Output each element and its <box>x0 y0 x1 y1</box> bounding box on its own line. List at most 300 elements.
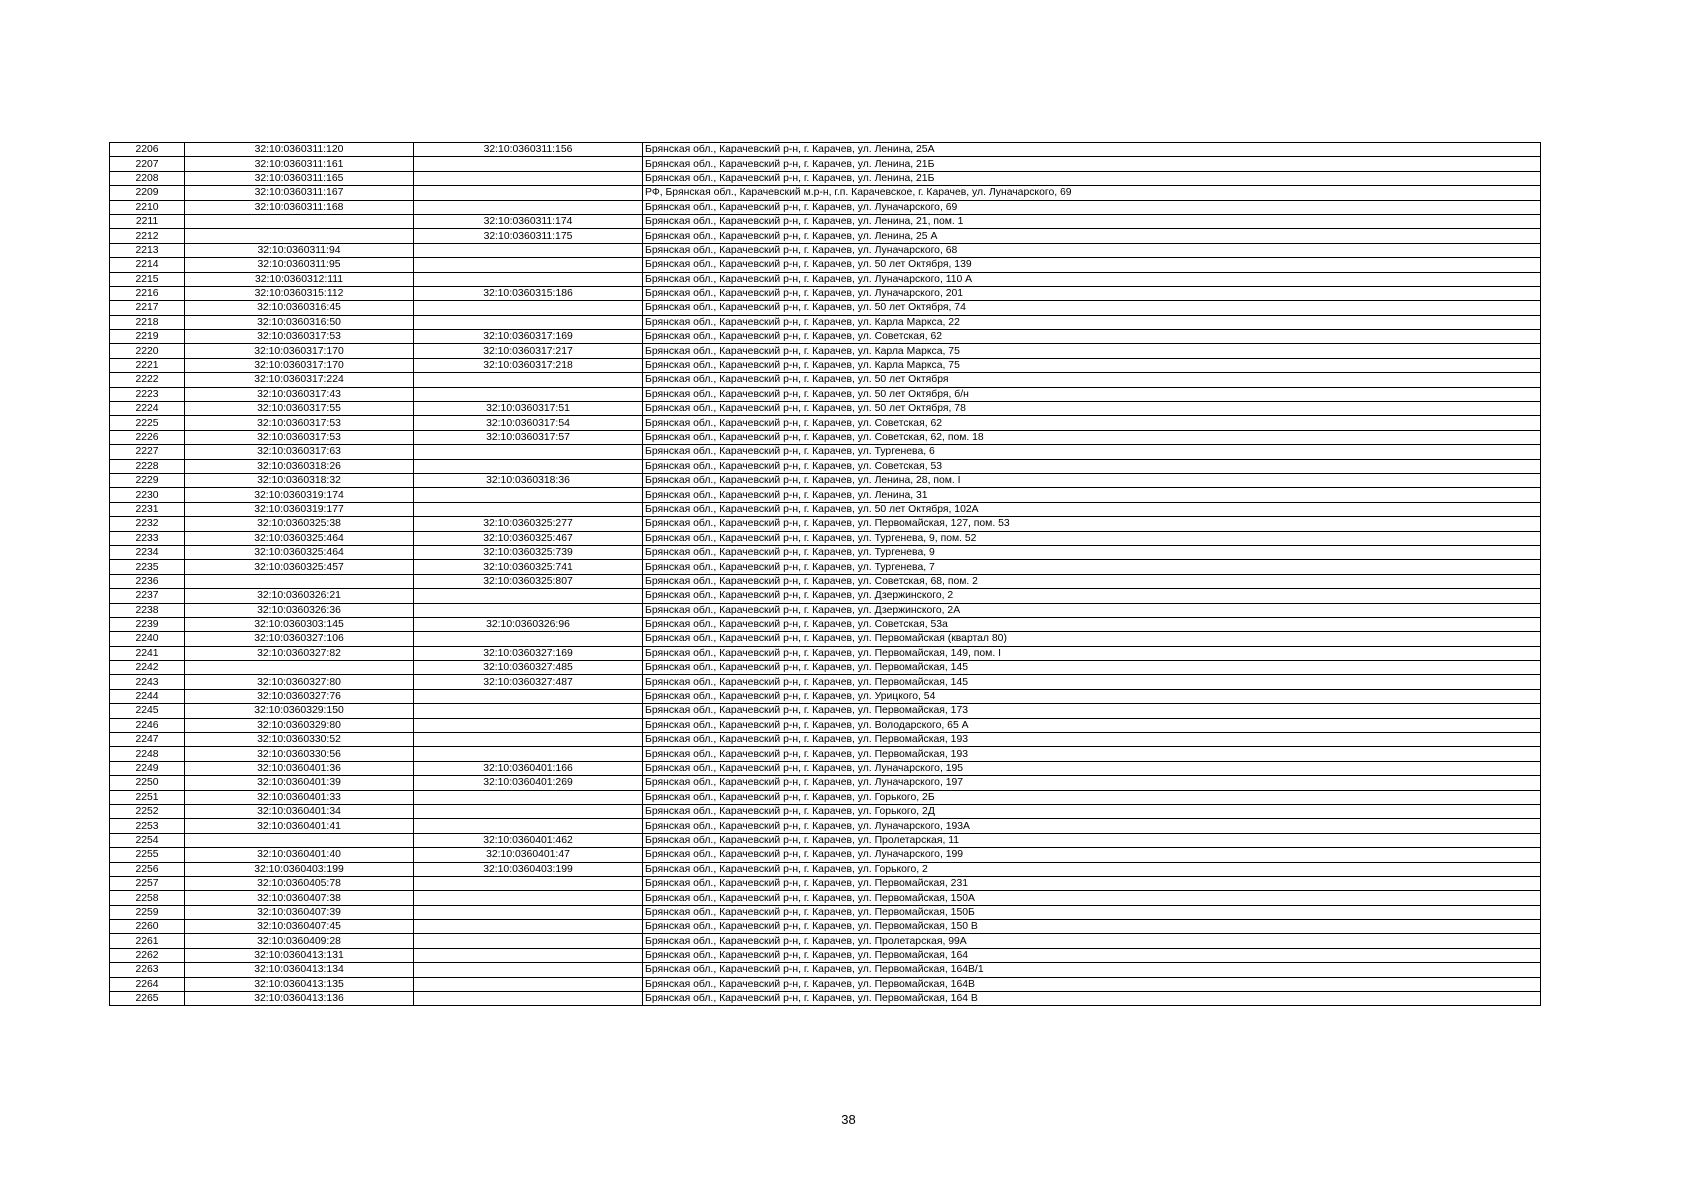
linked-cadastral-number-cell <box>414 387 643 401</box>
table-row <box>110 790 1541 804</box>
row-number-cell: 2250 <box>110 776 185 790</box>
cadastral-number-cell: 32:10:0360326:21 <box>185 589 414 603</box>
cadastral-number-cell: 32:10:0360325:457 <box>185 560 414 574</box>
address-cell: Брянская обл., Карачевский р-н, г. Карачев, ул. Первомайская, 145 <box>643 675 1541 689</box>
address-cell: Брянская обл., Карачевский р-н, г. Карачев, ул. Советская, 62 <box>643 416 1541 430</box>
row-number-cell: 2222 <box>110 373 185 387</box>
row-number-cell: 2249 <box>110 761 185 775</box>
cadastral-number-cell: 32:10:0360401:39 <box>185 776 414 790</box>
cadastral-number-cell <box>185 833 414 847</box>
cadastral-number-cell: 32:10:0360327:80 <box>185 675 414 689</box>
table-row <box>110 517 1541 531</box>
table-row <box>110 531 1541 545</box>
linked-cadastral-number-cell <box>414 718 643 732</box>
row-number-cell: 2244 <box>110 689 185 703</box>
table-row <box>110 646 1541 660</box>
address-cell: Брянская обл., Карачевский р-н, г. Карачев, ул. Первомайская, 231 <box>643 876 1541 890</box>
address-cell: Брянская обл., Карачевский р-н, г. Карачев, ул. 50 лет Октября, 78 <box>643 402 1541 416</box>
table-row <box>110 473 1541 487</box>
linked-cadastral-number-cell <box>414 747 643 761</box>
cadastral-number-cell: 32:10:0360413:134 <box>185 963 414 977</box>
address-cell: Брянская обл., Карачевский р-н, г. Карачев, ул. Советская, 68, пом. 2 <box>643 574 1541 588</box>
cadastral-number-cell: 32:10:0360325:38 <box>185 517 414 531</box>
table-row <box>110 675 1541 689</box>
address-cell: Брянская обл., Карачевский р-н, г. Карачев, ул. Володарского, 65 А <box>643 718 1541 732</box>
address-cell: Брянская обл., Карачевский р-н, г. Карачев, ул. Ленина, 21Б <box>643 171 1541 185</box>
cadastral-number-cell: 32:10:0360316:45 <box>185 301 414 315</box>
cadastral-number-cell: 32:10:0360327:82 <box>185 646 414 660</box>
row-number-cell: 2243 <box>110 675 185 689</box>
address-cell: Брянская обл., Карачевский р-н, г. Карачев, ул. Пролетарская, 99А <box>643 934 1541 948</box>
linked-cadastral-number-cell <box>414 315 643 329</box>
address-cell: Брянская обл., Карачевский р-н, г. Карачев, ул. Первомайская, 164В/1 <box>643 963 1541 977</box>
linked-cadastral-number-cell <box>414 876 643 890</box>
table-row <box>110 689 1541 703</box>
address-cell: Брянская обл., Карачевский р-н, г. Карачев, ул. Первомайская, 149, пом. I <box>643 646 1541 660</box>
linked-cadastral-number-cell: 32:10:0360311:175 <box>414 229 643 243</box>
table-row <box>110 488 1541 502</box>
cadastral-number-cell: 32:10:0360405:78 <box>185 876 414 890</box>
address-cell: Брянская обл., Карачевский р-н, г. Карачев, ул. Дзержинского, 2А <box>643 603 1541 617</box>
row-number-cell: 2234 <box>110 545 185 559</box>
linked-cadastral-number-cell <box>414 200 643 214</box>
address-cell: Брянская обл., Карачевский р-н, г. Карачев, ул. Луначарского, 199 <box>643 848 1541 862</box>
row-number-cell: 2239 <box>110 617 185 631</box>
cadastral-number-cell: 32:10:0360303:145 <box>185 617 414 631</box>
row-number-cell: 2263 <box>110 963 185 977</box>
table-row <box>110 286 1541 300</box>
table-row <box>110 502 1541 516</box>
address-cell: Брянская обл., Карачевский р-н, г. Карачев, ул. Луначарского, 110 А <box>643 272 1541 286</box>
table-row <box>110 301 1541 315</box>
address-cell: Брянская обл., Карачевский р-н, г. Карачев, ул. Первомайская, 173 <box>643 704 1541 718</box>
address-cell: Брянская обл., Карачевский р-н, г. Карачев, ул. Первомайская, 127, пом. 53 <box>643 517 1541 531</box>
address-cell: Брянская обл., Карачевский р-н, г. Карачев, ул. Карла Маркса, 75 <box>643 344 1541 358</box>
table-row <box>110 387 1541 401</box>
cadastral-number-cell: 32:10:0360317:224 <box>185 373 414 387</box>
address-cell: Брянская обл., Карачевский р-н, г. Карачев, ул. 50 лет Октября <box>643 373 1541 387</box>
address-cell: Брянская обл., Карачевский р-н, г. Карачев, ул. 50 лет Октября, 139 <box>643 258 1541 272</box>
row-number-cell: 2262 <box>110 948 185 962</box>
linked-cadastral-number-cell: 32:10:0360326:96 <box>414 617 643 631</box>
linked-cadastral-number-cell: 32:10:0360325:741 <box>414 560 643 574</box>
cadastral-number-cell: 32:10:0360312:111 <box>185 272 414 286</box>
row-number-cell: 2225 <box>110 416 185 430</box>
row-number-cell: 2240 <box>110 632 185 646</box>
row-number-cell: 2209 <box>110 186 185 200</box>
linked-cadastral-number-cell <box>414 819 643 833</box>
cadastral-number-cell: 32:10:0360413:131 <box>185 948 414 962</box>
linked-cadastral-number-cell <box>414 243 643 257</box>
cadastral-number-cell: 32:10:0360413:135 <box>185 977 414 991</box>
address-cell: Брянская обл., Карачевский р-н, г. Карачев, ул. Дзержинского, 2 <box>643 589 1541 603</box>
linked-cadastral-number-cell: 32:10:0360325:467 <box>414 531 643 545</box>
row-number-cell: 2220 <box>110 344 185 358</box>
linked-cadastral-number-cell <box>414 445 643 459</box>
linked-cadastral-number-cell: 32:10:0360401:462 <box>414 833 643 847</box>
address-cell: Брянская обл., Карачевский р-н, г. Карачев, ул. Первомайская, 150А <box>643 891 1541 905</box>
row-number-cell: 2207 <box>110 157 185 171</box>
linked-cadastral-number-cell <box>414 704 643 718</box>
table-row <box>110 445 1541 459</box>
address-cell: Брянская обл., Карачевский р-н, г. Карачев, ул. Горького, 2Б <box>643 790 1541 804</box>
cadastral-number-cell: 32:10:0360317:53 <box>185 430 414 444</box>
cadastral-number-cell <box>185 574 414 588</box>
linked-cadastral-number-cell: 32:10:0360325:739 <box>414 545 643 559</box>
address-cell: Брянская обл., Карачевский р-н, г. Карачев, ул. Пролетарская, 11 <box>643 833 1541 847</box>
address-cell: Брянская обл., Карачевский р-н, г. Карачев, ул. Ленина, 31 <box>643 488 1541 502</box>
row-number-cell: 2208 <box>110 171 185 185</box>
linked-cadastral-number-cell: 32:10:0360317:54 <box>414 416 643 430</box>
table-row <box>110 258 1541 272</box>
cadastral-number-cell: 32:10:0360401:36 <box>185 761 414 775</box>
row-number-cell: 2261 <box>110 934 185 948</box>
row-number-cell: 2223 <box>110 387 185 401</box>
table-row <box>110 315 1541 329</box>
row-number-cell: 2219 <box>110 330 185 344</box>
cadastral-number-cell: 32:10:0360325:464 <box>185 545 414 559</box>
address-cell: Брянская обл., Карачевский р-н, г. Карачев, ул. Первомайская, 164 <box>643 948 1541 962</box>
row-number-cell: 2246 <box>110 718 185 732</box>
linked-cadastral-number-cell: 32:10:0360317:217 <box>414 344 643 358</box>
linked-cadastral-number-cell <box>414 301 643 315</box>
linked-cadastral-number-cell <box>414 934 643 948</box>
cadastral-number-cell: 32:10:0360316:50 <box>185 315 414 329</box>
address-cell: Брянская обл., Карачевский р-н, г. Карачев, ул. Ленина, 21Б <box>643 157 1541 171</box>
cadastral-number-cell: 32:10:0360311:94 <box>185 243 414 257</box>
table-row <box>110 330 1541 344</box>
row-number-cell: 2233 <box>110 531 185 545</box>
linked-cadastral-number-cell: 32:10:0360315:186 <box>414 286 643 300</box>
cadastral-number-cell: 32:10:0360317:55 <box>185 402 414 416</box>
row-number-cell: 2248 <box>110 747 185 761</box>
table-row <box>110 992 1541 1006</box>
table-row <box>110 272 1541 286</box>
address-cell: Брянская обл., Карачевский р-н, г. Карачев, ул. Горького, 2Д <box>643 804 1541 818</box>
linked-cadastral-number-cell: 32:10:0360401:47 <box>414 848 643 862</box>
address-cell: Брянская обл., Карачевский р-н, г. Карачев, ул. Советская, 62, пом. 18 <box>643 430 1541 444</box>
table-row <box>110 171 1541 185</box>
linked-cadastral-number-cell: 32:10:0360317:57 <box>414 430 643 444</box>
table-row <box>110 862 1541 876</box>
row-number-cell: 2251 <box>110 790 185 804</box>
linked-cadastral-number-cell: 32:10:0360311:174 <box>414 214 643 228</box>
table-row <box>110 905 1541 919</box>
row-number-cell: 2247 <box>110 733 185 747</box>
table-row <box>110 560 1541 574</box>
cadastral-number-cell: 32:10:0360403:199 <box>185 862 414 876</box>
table-row <box>110 459 1541 473</box>
cadastral-number-cell: 32:10:0360311:165 <box>185 171 414 185</box>
cadastral-number-cell: 32:10:0360327:106 <box>185 632 414 646</box>
table-row <box>110 617 1541 631</box>
row-number-cell: 2226 <box>110 430 185 444</box>
table-row <box>110 416 1541 430</box>
linked-cadastral-number-cell <box>414 157 643 171</box>
cadastral-number-cell: 32:10:0360401:40 <box>185 848 414 862</box>
linked-cadastral-number-cell: 32:10:0360311:156 <box>414 143 643 157</box>
linked-cadastral-number-cell <box>414 258 643 272</box>
row-number-cell: 2237 <box>110 589 185 603</box>
cadastral-number-cell: 32:10:0360413:136 <box>185 992 414 1006</box>
cadastral-number-cell <box>185 229 414 243</box>
table-row <box>110 186 1541 200</box>
cadastral-number-cell: 32:10:0360326:36 <box>185 603 414 617</box>
address-cell: Брянская обл., Карачевский р-н, г. Карачев, ул. Карла Маркса, 22 <box>643 315 1541 329</box>
row-number-cell: 2236 <box>110 574 185 588</box>
row-number-cell: 2216 <box>110 286 185 300</box>
linked-cadastral-number-cell: 32:10:0360327:487 <box>414 675 643 689</box>
row-number-cell: 2264 <box>110 977 185 991</box>
cadastral-number-cell: 32:10:0360401:41 <box>185 819 414 833</box>
table-row <box>110 804 1541 818</box>
address-cell: Брянская обл., Карачевский р-н, г. Карачев, ул. Советская, 53а <box>643 617 1541 631</box>
table-row <box>110 373 1541 387</box>
row-number-cell: 2229 <box>110 473 185 487</box>
cadastral-number-cell: 32:10:0360317:63 <box>185 445 414 459</box>
address-cell: Брянская обл., Карачевский р-н, г. Карачев, ул. Ленина, 28, пом. I <box>643 473 1541 487</box>
address-cell: Брянская обл., Карачевский р-н, г. Карачев, ул. Первомайская, 150Б <box>643 905 1541 919</box>
address-cell: Брянская обл., Карачевский р-н, г. Карачев, ул. Луначарского, 195 <box>643 761 1541 775</box>
table-row <box>110 157 1541 171</box>
table-row <box>110 632 1541 646</box>
row-number-cell: 2256 <box>110 862 185 876</box>
cadastral-number-cell: 32:10:0360319:174 <box>185 488 414 502</box>
row-number-cell: 2245 <box>110 704 185 718</box>
row-number-cell: 2212 <box>110 229 185 243</box>
address-cell: Брянская обл., Карачевский р-н, г. Карачев, ул. Первомайская (квартал 80) <box>643 632 1541 646</box>
table-row <box>110 589 1541 603</box>
row-number-cell: 2228 <box>110 459 185 473</box>
table-row <box>110 891 1541 905</box>
linked-cadastral-number-cell <box>414 171 643 185</box>
address-cell: Брянская обл., Карачевский р-н, г. Карачев, ул. Советская, 53 <box>643 459 1541 473</box>
table-row <box>110 819 1541 833</box>
address-cell: Брянская обл., Карачевский р-н, г. Карачев, ул. Тургенева, 9, пом. 52 <box>643 531 1541 545</box>
cadastral-number-cell: 32:10:0360317:170 <box>185 344 414 358</box>
table-row <box>110 200 1541 214</box>
row-number-cell: 2253 <box>110 819 185 833</box>
table-row <box>110 344 1541 358</box>
address-cell: Брянская обл., Карачевский р-н, г. Карачев, ул. Карла Маркса, 75 <box>643 358 1541 372</box>
row-number-cell: 2227 <box>110 445 185 459</box>
linked-cadastral-number-cell: 32:10:0360401:166 <box>414 761 643 775</box>
row-number-cell: 2206 <box>110 143 185 157</box>
cadastral-number-cell: 32:10:0360325:464 <box>185 531 414 545</box>
row-number-cell: 2232 <box>110 517 185 531</box>
row-number-cell: 2255 <box>110 848 185 862</box>
cadastral-number-cell: 32:10:0360330:56 <box>185 747 414 761</box>
cadastral-number-cell: 32:10:0360311:167 <box>185 186 414 200</box>
linked-cadastral-number-cell <box>414 977 643 991</box>
linked-cadastral-number-cell <box>414 373 643 387</box>
linked-cadastral-number-cell: 32:10:0360318:36 <box>414 473 643 487</box>
address-cell: Брянская обл., Карачевский р-н, г. Карачев, ул. Луначарского, 69 <box>643 200 1541 214</box>
cadastral-number-cell: 32:10:0360401:33 <box>185 790 414 804</box>
address-cell: Брянская обл., Карачевский р-н, г. Карачев, ул. Тургенева, 9 <box>643 545 1541 559</box>
row-number-cell: 2221 <box>110 358 185 372</box>
linked-cadastral-number-cell <box>414 891 643 905</box>
linked-cadastral-number-cell <box>414 790 643 804</box>
cadastral-number-cell: 32:10:0360407:38 <box>185 891 414 905</box>
linked-cadastral-number-cell <box>414 632 643 646</box>
cadastral-number-cell: 32:10:0360318:26 <box>185 459 414 473</box>
table-row <box>110 143 1541 157</box>
table-row <box>110 977 1541 991</box>
page-number: 38 <box>841 1112 856 1127</box>
table-row <box>110 876 1541 890</box>
address-cell: Брянская обл., Карачевский р-н, г. Карачев, ул. Луначарского, 197 <box>643 776 1541 790</box>
address-cell: Брянская обл., Карачевский р-н, г. Карачев, ул. Ленина, 21, пом. 1 <box>643 214 1541 228</box>
cadastral-number-cell: 32:10:0360407:45 <box>185 920 414 934</box>
linked-cadastral-number-cell: 32:10:0360327:169 <box>414 646 643 660</box>
row-number-cell: 2241 <box>110 646 185 660</box>
row-number-cell: 2217 <box>110 301 185 315</box>
row-number-cell: 2252 <box>110 804 185 818</box>
table-row <box>110 661 1541 675</box>
cadastral-number-cell: 32:10:0360318:32 <box>185 473 414 487</box>
row-number-cell: 2258 <box>110 891 185 905</box>
linked-cadastral-number-cell <box>414 905 643 919</box>
table-row <box>110 920 1541 934</box>
linked-cadastral-number-cell <box>414 589 643 603</box>
table-row <box>110 229 1541 243</box>
cadastral-number-cell: 32:10:0360327:76 <box>185 689 414 703</box>
table-row <box>110 402 1541 416</box>
cadastral-number-cell: 32:10:0360311:161 <box>185 157 414 171</box>
address-cell: Брянская обл., Карачевский р-н, г. Карачев, ул. Ленина, 25А <box>643 143 1541 157</box>
row-number-cell: 2213 <box>110 243 185 257</box>
table-row <box>110 747 1541 761</box>
row-number-cell: 2242 <box>110 661 185 675</box>
cadastral-number-cell: 32:10:0360311:120 <box>185 143 414 157</box>
linked-cadastral-number-cell <box>414 733 643 747</box>
table-row <box>110 848 1541 862</box>
table-row <box>110 603 1541 617</box>
row-number-cell: 2260 <box>110 920 185 934</box>
cadastral-number-cell <box>185 214 414 228</box>
address-cell: Брянская обл., Карачевский р-н, г. Карачев, ул. Луначарского, 68 <box>643 243 1541 257</box>
row-number-cell: 2257 <box>110 876 185 890</box>
table-row <box>110 776 1541 790</box>
table-row <box>110 963 1541 977</box>
cadastral-number-cell: 32:10:0360407:39 <box>185 905 414 919</box>
cadastral-number-cell <box>185 661 414 675</box>
cadastral-number-cell: 32:10:0360311:168 <box>185 200 414 214</box>
linked-cadastral-number-cell <box>414 186 643 200</box>
cadastral-number-cell: 32:10:0360317:53 <box>185 416 414 430</box>
linked-cadastral-number-cell <box>414 603 643 617</box>
linked-cadastral-number-cell: 32:10:0360317:169 <box>414 330 643 344</box>
table-row <box>110 358 1541 372</box>
row-number-cell: 2214 <box>110 258 185 272</box>
table-row <box>110 243 1541 257</box>
address-cell: Брянская обл., Карачевский р-н, г. Карачев, ул. Первомайская, 164 В <box>643 992 1541 1006</box>
address-cell: Брянская обл., Карачевский р-н, г. Карачев, ул. Луначарского, 193А <box>643 819 1541 833</box>
linked-cadastral-number-cell <box>414 459 643 473</box>
linked-cadastral-number-cell: 32:10:0360325:277 <box>414 517 643 531</box>
cadastral-number-cell: 32:10:0360317:53 <box>185 330 414 344</box>
cadastral-number-cell: 32:10:0360409:28 <box>185 934 414 948</box>
address-cell: Брянская обл., Карачевский р-н, г. Карачев, ул. Советская, 62 <box>643 330 1541 344</box>
linked-cadastral-number-cell: 32:10:0360317:218 <box>414 358 643 372</box>
table-row <box>110 430 1541 444</box>
cadastral-table <box>109 142 1541 1006</box>
row-number-cell: 2211 <box>110 214 185 228</box>
cadastral-number-cell: 32:10:0360311:95 <box>185 258 414 272</box>
cadastral-number-cell: 32:10:0360329:80 <box>185 718 414 732</box>
address-cell: Брянская обл., Карачевский р-н, г. Карачев, ул. 50 лет Октября, 102А <box>643 502 1541 516</box>
table-row <box>110 761 1541 775</box>
linked-cadastral-number-cell <box>414 502 643 516</box>
row-number-cell: 2230 <box>110 488 185 502</box>
linked-cadastral-number-cell <box>414 948 643 962</box>
table-row <box>110 733 1541 747</box>
address-cell: РФ, Брянская обл., Карачевский м.р-н, г.п. Карачевское, г. Карачев, ул. Луначарского, 69 <box>643 186 1541 200</box>
linked-cadastral-number-cell <box>414 920 643 934</box>
cadastral-number-cell: 32:10:0360401:34 <box>185 804 414 818</box>
row-number-cell: 2224 <box>110 402 185 416</box>
table-row <box>110 574 1541 588</box>
row-number-cell: 2238 <box>110 603 185 617</box>
linked-cadastral-number-cell <box>414 488 643 502</box>
table-body <box>110 143 1541 1006</box>
table-row <box>110 214 1541 228</box>
row-number-cell: 2254 <box>110 833 185 847</box>
table-row <box>110 948 1541 962</box>
row-number-cell: 2231 <box>110 502 185 516</box>
linked-cadastral-number-cell <box>414 804 643 818</box>
address-cell: Брянская обл., Карачевский р-н, г. Карачев, ул. 50 лет Октября, 74 <box>643 301 1541 315</box>
table-row <box>110 545 1541 559</box>
linked-cadastral-number-cell: 32:10:0360325:807 <box>414 574 643 588</box>
address-cell: Брянская обл., Карачевский р-н, г. Карачев, ул. Тургенева, 7 <box>643 560 1541 574</box>
address-cell: Брянская обл., Карачевский р-н, г. Карачев, ул. Ленина, 25 А <box>643 229 1541 243</box>
cadastral-number-cell: 32:10:0360315:112 <box>185 286 414 300</box>
linked-cadastral-number-cell: 32:10:0360327:485 <box>414 661 643 675</box>
cadastral-number-cell: 32:10:0360317:170 <box>185 358 414 372</box>
address-cell: Брянская обл., Карачевский р-н, г. Карачев, ул. Луначарского, 201 <box>643 286 1541 300</box>
address-cell: Брянская обл., Карачевский р-н, г. Карачев, ул. Первомайская, 164В <box>643 977 1541 991</box>
linked-cadastral-number-cell <box>414 992 643 1006</box>
linked-cadastral-number-cell: 32:10:0360401:269 <box>414 776 643 790</box>
row-number-cell: 2218 <box>110 315 185 329</box>
cadastral-number-cell: 32:10:0360317:43 <box>185 387 414 401</box>
linked-cadastral-number-cell <box>414 689 643 703</box>
row-number-cell: 2265 <box>110 992 185 1006</box>
table-row <box>110 718 1541 732</box>
address-cell: Брянская обл., Карачевский р-н, г. Карачев, ул. Первомайская, 193 <box>643 733 1541 747</box>
table-row <box>110 934 1541 948</box>
linked-cadastral-number-cell: 32:10:0360317:51 <box>414 402 643 416</box>
linked-cadastral-number-cell <box>414 963 643 977</box>
cadastral-number-cell: 32:10:0360329:150 <box>185 704 414 718</box>
row-number-cell: 2210 <box>110 200 185 214</box>
address-cell: Брянская обл., Карачевский р-н, г. Карачев, ул. Горького, 2 <box>643 862 1541 876</box>
address-cell: Брянская обл., Карачевский р-н, г. Карачев, ул. Урицкого, 54 <box>643 689 1541 703</box>
table-row <box>110 833 1541 847</box>
address-cell: Брянская обл., Карачевский р-н, г. Карачев, ул. Первомайская, 150 В <box>643 920 1541 934</box>
address-cell: Брянская обл., Карачевский р-н, г. Карачев, ул. Первомайская, 145 <box>643 661 1541 675</box>
address-cell: Брянская обл., Карачевский р-н, г. Карачев, ул. Тургенева, 6 <box>643 445 1541 459</box>
cadastral-number-cell: 32:10:0360319:177 <box>185 502 414 516</box>
address-cell: Брянская обл., Карачевский р-н, г. Карачев, ул. 50 лет Октября, б/н <box>643 387 1541 401</box>
address-cell: Брянская обл., Карачевский р-н, г. Карачев, ул. Первомайская, 193 <box>643 747 1541 761</box>
row-number-cell: 2215 <box>110 272 185 286</box>
table-row <box>110 704 1541 718</box>
linked-cadastral-number-cell: 32:10:0360403:199 <box>414 862 643 876</box>
linked-cadastral-number-cell <box>414 272 643 286</box>
